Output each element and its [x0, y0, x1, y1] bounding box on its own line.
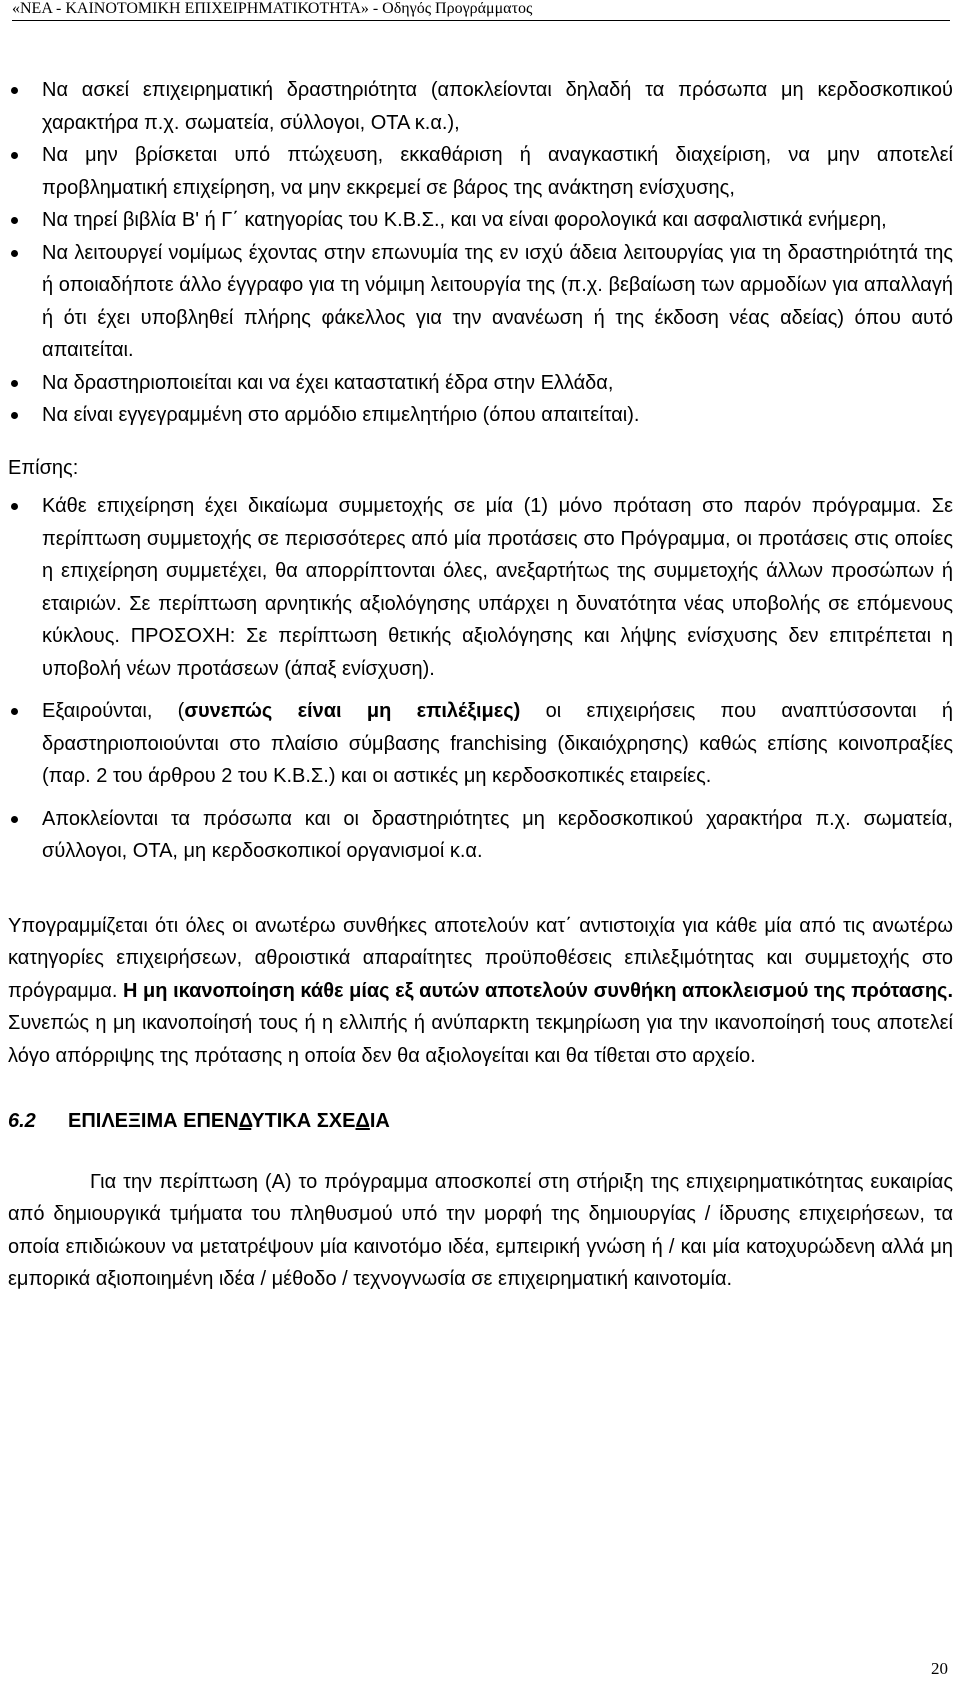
- summary-text: Υπογραμμίζεται ότι όλες οι ανωτέρω συνθήκες αποτελούν κατ΄ αντιστοιχία για κάθε μία από τις ανωτέρω κατηγορίες επιχειρήσεων, αθροιστικά απαραίτητες προϋποθέσεις επιλεξιμότητας και συμμετοχής στο πρόγραμμα.: [8, 914, 953, 1002]
- list-item: Να τηρεί βιβλία Β' ή Γ΄ κατηγορίας του Κ.Β.Σ., και να είναι φορολογικά και ασφαλιστικά ενήμερη,: [8, 204, 953, 237]
- list-item: Να μην βρίσκεται υπό πτώχευση, εκκαθάριση ή αναγκαστική διαχείριση, να μην αποτελεί προβληματική επιχείρηση, να μην εκκρεμεί σε βάρος της ανάκτηση ενίσχυσης,: [8, 139, 953, 204]
- page-number: 20: [931, 1659, 948, 1678]
- section-title: [68, 1110, 390, 1132]
- summary-bold: Η μη ικανοποίηση κάθε μίας εξ αυτών αποτελούν συνθήκη αποκλεισμού της πρότασης.: [123, 979, 954, 1002]
- section-paragraph: Για την περίπτωση (Α) το πρόγραμμα αποσκοπεί στη στήριξη της επιχειρηματικότητας ευκαιρίας από δημιουργικά τμήματα του πληθυσμού υπό την μορφή της δημιουργίας / ίδρυσης επιχειρήσεων, τα οποία επιδιώκουν να μετατρέψουν μία καινοτόμο ιδέα, εμπειρική γνώση ή / και μία κατοχυρώδενη αλλά μη εμπορικά αξιοποιημένη ιδέα / μέθοδο / τεχνογνωσία σε επιχειρηματική καινοτομία.: [8, 1170, 953, 1290]
- section-title-part: Δ: [238, 1110, 252, 1132]
- list-item: Να δραστηριοποιείται και να έχει καταστατική έδρα στην Ελλάδα,: [8, 367, 953, 400]
- section-title-part: ΙΑ: [369, 1110, 390, 1132]
- exclusion-text: Εξαιρούνται, (: [42, 700, 185, 722]
- section-number: 6.2: [8, 1110, 36, 1132]
- section-title-part: Δ: [355, 1110, 370, 1132]
- exclusion-rest: οι επιχειρήσεις που αναπτύσσονται ή δραστηριοποιούνται στο πλαίσιο σύμβασης franchising (δικαιόχρησης) καθώς επίσης κοινοπραξίες (παρ. 2 του άρθρου 2 του Κ.Β.Σ.) και οι αστικές μη κερδοσκοπικές εταιρείες.: [42, 700, 953, 787]
- summary-rest: Συνεπώς η μη ικανοποίησή τους ή η ελλιπής ή ανύπαρκτη τεκμηρίωση για την ικανοποίησή τους αποτελεί λόγο απόρριψης της πρότασης η οποία δεν θα αξιολογείται και θα τίθεται στο αρχείο.: [8, 1012, 953, 1067]
- summary-paragraph: [8, 910, 953, 1073]
- section-title-part: ΥΤΙΚΑ ΣΧΕ: [251, 1110, 356, 1132]
- page-header: «ΝΕΑ - ΚΑΙΝΟΤΟΜΙΚΗ ΕΠΙΧΕΙΡΗΜΑΤΙΚΟΤΗΤΑ» - Οδηγός Προγράμματος: [12, 0, 950, 21]
- list-item: Κάθε επιχείρηση έχει δικαίωμα συμμετοχής σε μία (1) μόνο πρόταση στο παρόν πρόγραμμα. Σε περίπτωση συμμετοχής σε περισσότερες από μία προτάσεις στο Πρόγραμμα, οι προτάσεις στις οποίες η επιχείρηση συμμετέχει, θα απορρίπτονται όλες, ανεξαρτήτως της συμμετοχής άλλων προσώπων ή εταιριών. Σε περίπτωση αρνητικής αξιολόγησης υπάρχει η δυνατότητα νέας υποβολής σε επόμενους κύκλους. ΠΡΟΣΟΧΗ: Σε περίπτωση θετικής αξιολόγησης και λήψης ενίσχυσης δεν επιτρέπεται η υποβολή νέων προτάσεων (άπαξ ενίσχυση).: [8, 490, 953, 685]
- list-item: Αποκλείονται τα πρόσωπα και οι δραστηριότητες μη κερδοσκοπικού χαρακτήρα π.χ. σωματεία, σύλλογοι, ΟΤΑ, μη κερδοσκοπικοί οργανισμοί κ.α.: [8, 803, 953, 868]
- list-item: Να είναι εγγεγραμμένη στο αρμόδιο επιμελητήριο (όπου απαιτείται).: [8, 399, 953, 432]
- list-item: Να ασκεί επιχειρηματική δραστηριότητα (αποκλείονται δηλαδή τα πρόσωπα μη κερδοσκοπικού χαρακτήρα π.χ. σωματεία, σύλλογοι, ΟΤΑ κ.α.),: [8, 74, 953, 139]
- list-item: Να λειτουργεί νομίμως έχοντας στην επωνυμία της εν ισχύ άδεια λειτουργίας για τη δραστηριότητά της ή οποιαδήποτε άλλο έγγραφο για τη νόμιμη λειτουργία της (π.χ. βεβαίωση των αρμοδίων για απαλλαγή ή ότι έχει υποβληθεί πλήρης φάκελλος για την ανανέωση ή της έκδοση νέας αδείας) όπου αυτό απαιτείται.: [8, 237, 953, 367]
- exclusion-bold: συνεπώς είναι μη επιλέξιμες): [184, 700, 521, 722]
- section-heading: [8, 1105, 953, 1138]
- also-label: Επίσης:: [8, 456, 79, 479]
- list-item: [8, 695, 953, 793]
- document-body: [8, 74, 953, 1296]
- section-title-part: ΕΠΙΛΕΞΙΜΑ ΕΠΕΝ: [68, 1110, 239, 1132]
